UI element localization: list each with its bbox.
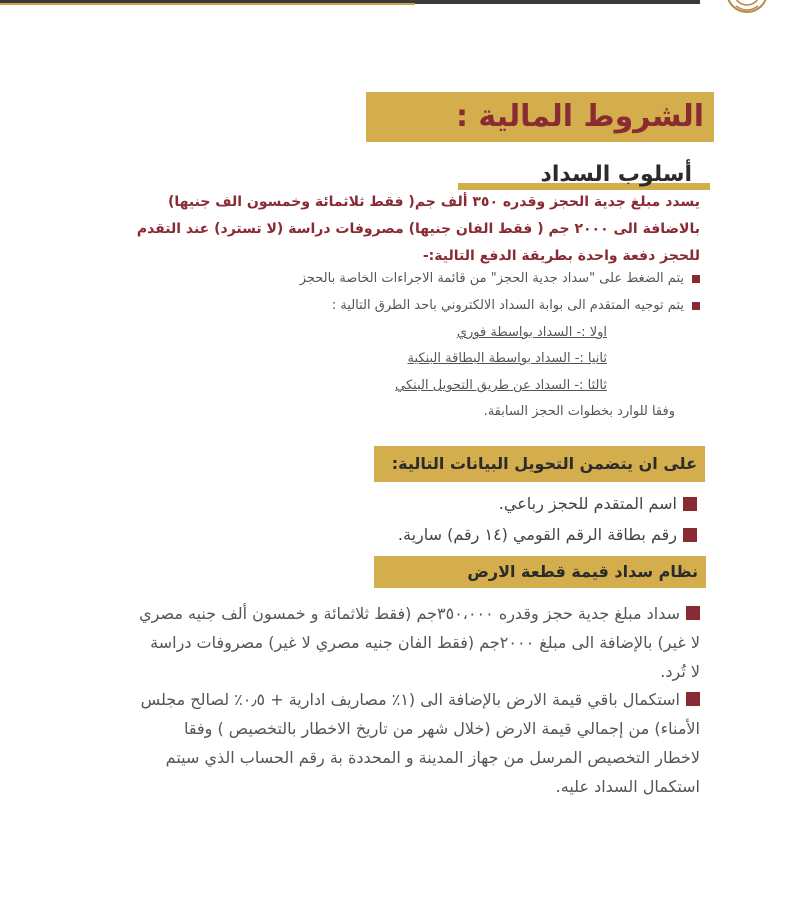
payment-method-bank-transfer: ثالثا :- السداد عن طريق التحويل البنكي [395,378,607,393]
payment-method-bank-card: ثانيا :- السداد بواسطة البطاقة البنكية [407,351,607,366]
section-title: أسلوب السداد [540,162,692,187]
bullet-square-icon [686,692,700,706]
payment-method-fawry: اولا :- السداد بواسطة فوري [456,325,607,340]
list-item: يتم توجيه المتقدم الى بوابة السداد الالكتروني باحد الطرق التالية : [332,298,700,313]
bullet-square-icon [692,275,700,283]
list-item: يتم الضغط على "سداد جدية الحجز" من قائمة الاجراءات الخاصة بالحجز [300,271,700,286]
intro-line-2: بالاضافة الى ٢٠٠٠ جم ( فقط الفان جنيها) مصروفات دراسة (لا تسترد) عند التقدم [136,221,700,237]
page-title: الشروط المالية : [455,99,704,134]
intro-line-1: يسدد مبلغ جدية الحجز وقدره ٣٥٠ ألف جم( فقط ثلاثمائة وخمسون الف جنيها) [168,194,700,210]
steps-note: وفقا للوارد بخطوات الحجز السابقة. [483,404,675,419]
financial-terms-heading [366,92,714,142]
list-item: اسم المتقدم للحجز رباعي. [499,494,697,513]
intro-line-3: للحجز دفعة واحدة بطريقة الدفع التالية:- [422,248,700,264]
land-item-balance: استكمال باقي قيمة الارض بالإضافة الى (١٪ مصاريف ادارية + ٠٫٥٪ لصالح مجلس الأمناء) من إجمالي قيمة الارض (خلال شهر من تاريخ الاخطار بالتخصيص ) وفقا لاخطار التخصيص المرسل من جهاز المدينة و المحددة بة رقم الحساب الذي سيتم استكمال السداد عليه. [140,690,700,796]
transfer-data-heading: على ان يتضمن التحويل البيانات التالية: [374,446,705,482]
bullet-square-icon [683,528,697,542]
bullet-square-icon [686,606,700,620]
list-item: رقم بطاقة الرقم القومي (١٤ رقم) سارية. [398,525,697,544]
bullet-square-icon [683,497,697,511]
land-item-deposit: سداد مبلغ جدية حجز وقدره ٣٥٠،٠٠٠جم (فقط ثلاثمائة و خمسون ألف جنيه مصري لا غير) بالإضافة الى مبلغ ٢٠٠٠جم (فقط الفان جنيه مصري لا غير) مصروفات دراسة لا تُرد. [139,604,700,681]
top-gold-accent [0,3,415,5]
land-payment-heading: نظام سداد قيمة قطعة الارض [374,556,706,588]
authority-logo-icon [722,0,772,18]
bullet-square-icon [692,302,700,310]
